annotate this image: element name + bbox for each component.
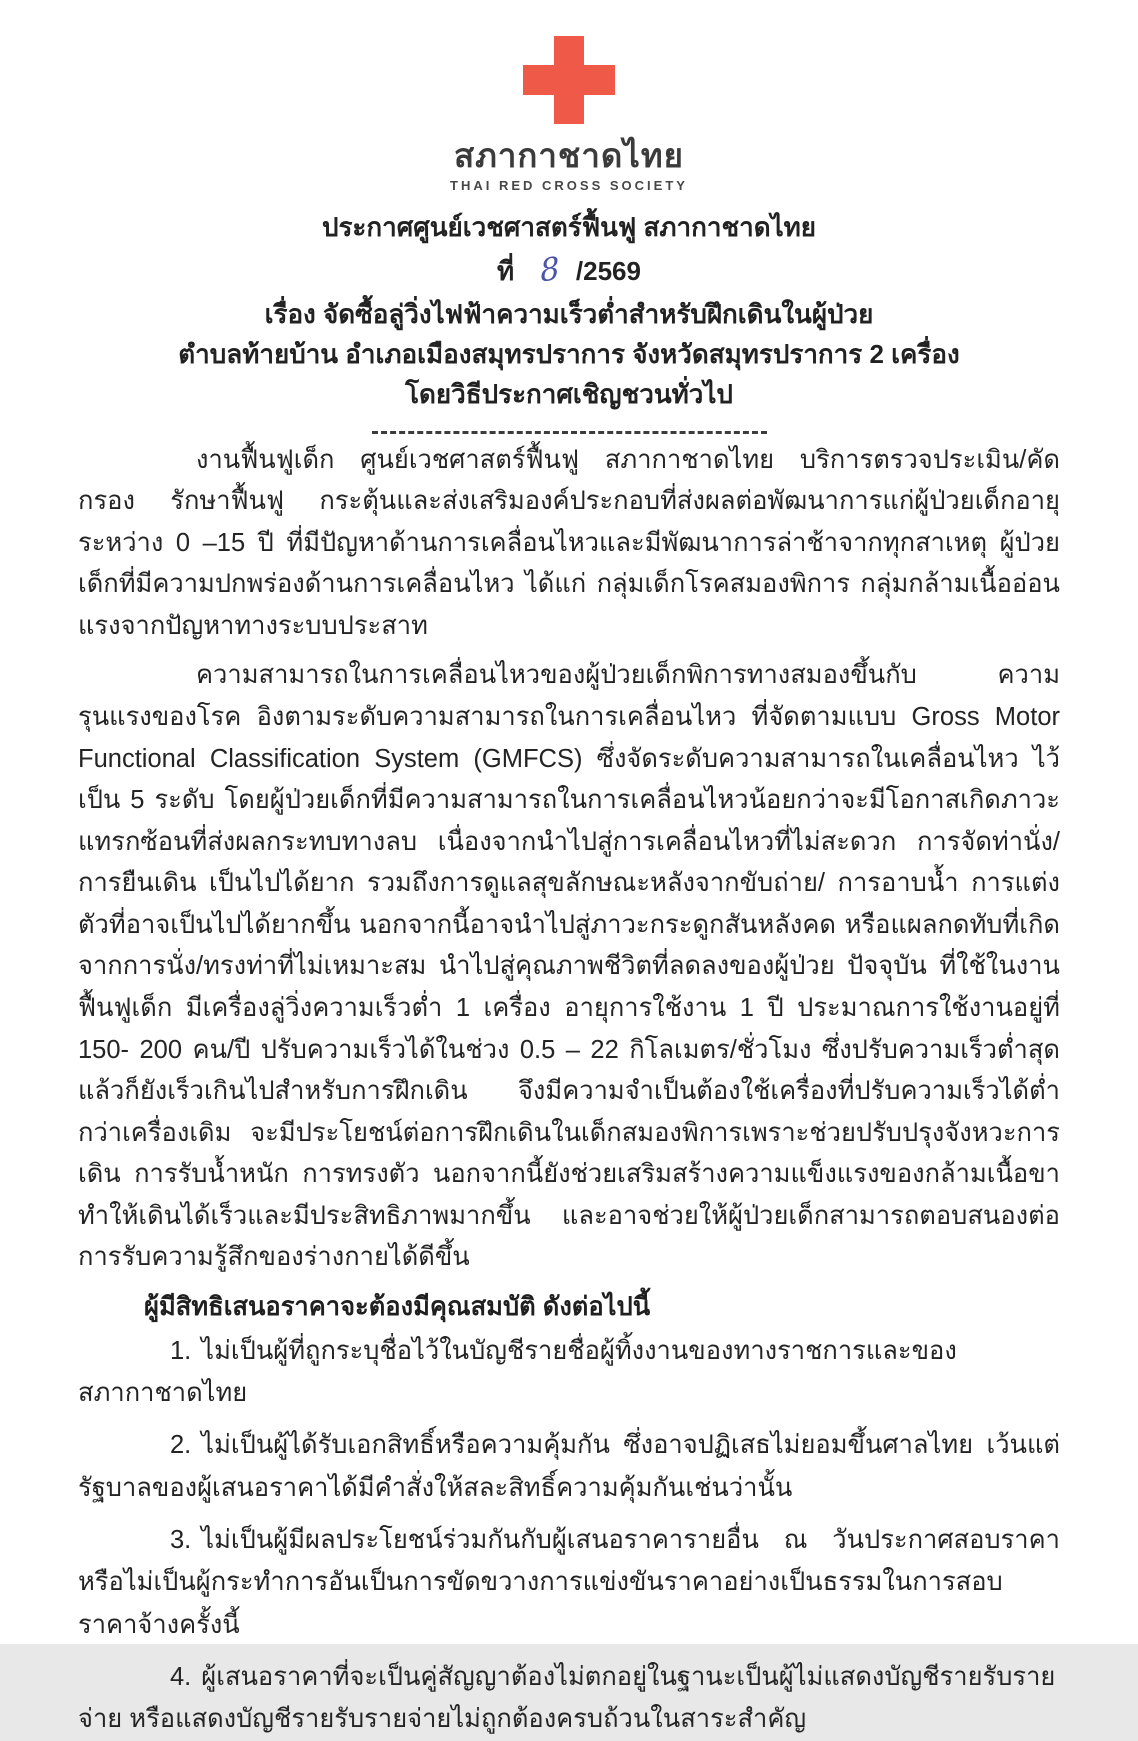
document-body: [78, 440, 1060, 1741]
doc-no-prefix: ที่: [497, 256, 515, 287]
item-text: ไม่เป็นผู้มีผลประโยชน์ร่วมกันกับผู้เสนอราคารายอื่น ณ วันประกาศสอบราคา หรือไม่เป็นผู้กระทำการอันเป็นการขัดขวางการแข่งขันราคาอย่างเป็นธรรมในการสอบราคาจ้างครั้งนี้: [78, 1525, 1060, 1639]
announcement-title: ประกาศศูนย์เวชศาสตร์ฟื้นฟู สภากาชาดไทย: [321, 211, 817, 242]
document-number-line: [78, 247, 1060, 294]
qualification-item-3: [78, 1519, 1060, 1646]
item-number: 3.: [170, 1525, 192, 1554]
item-text: ผู้เสนอราคาที่จะเป็นคู่สัญญาต้องไม่ตกอยู่ในฐานะเป็นผู้ไม่แสดงบัญชีรายรับรายจ่าย หรือแสดงบัญชีรายรับรายจ่ายไม่ถูกต้องครบถ้วนในสาระสำคัญ: [78, 1662, 1056, 1734]
body-paragraph-2: ความสามารถในการเคลื่อนไหวของผู้ป่วยเด็กพิการทางสมองขึ้นกับ ความรุนแรงของโรค อิงตามระดับความสามารถในการเคลื่อนไหว ที่จัดตามแบบ Gross Motor Functional Classification System (GMFCS) ซึ่งจัดระดับความสามารถในเคลื่อนไหว ไว้เป็น 5 ระดับ โดยผู้ป่วยเด็กที่มีความสามารถในการเคลื่อนไหวน้อยกว่าจะมีโอกาสเกิดภาวะแทรกซ้อนที่ส่งผลกระทบทางลบ เนื่องจากนำไปสู่การเคลื่อนไหวที่ไม่สะดวก การจัดท่านั่ง/ การยืนเดิน เป็นไปได้ยาก รวมถึงการดูแลสุขลักษณะหลังจากขับถ่าย/ การอาบน้ำ การแต่งตัวที่อาจเป็นไปได้ยากขึ้น นอกจากนี้อาจนำไปสู่ภาวะกระดูกสันหลังคด หรือแผลกดทับที่เกิดจากการนั่ง/ทรงท่าที่ไม่เหมาะสม นำไปสู่คุณภาพชีวิตที่ลดลงของผู้ป่วย ปัจจุบัน ที่ใช้ในงานฟื้นฟูเด็ก มีเครื่องลู่วิ่งความเร็วต่ำ 1 เครื่อง อายุการใช้งาน 1 ปี ประมาณการใช้งานอยู่ที่ 150- 200 คน/ปี ปรับความเร็วได้ในช่วง 0.5 – 22 กิโลเมตร/ชั่วโมง ซึ่งปรับความเร็วต่ำสุดแล้วก็ยังเร็วเกินไปสำหรับการฝึกเดิน จึงมีความจำเป็นต้องใช้เครื่องที่ปรับความเร็วได้ต่ำกว่าเครื่องเดิม จะมีประโยชน์ต่อการฝึกเดินในเด็กสมองพิการเพราะช่วยปรับปรุงจังหวะการเดิน การรับน้ำหนัก การทรงตัว นอกจากนี้ยังช่วยเสริมสร้างความแข็งแรงของกล้ามเนื้อขา ทำให้เดินได้เร็วและมีประสิทธิภาพมากขึ้น และอาจช่วยให้ผู้ป่วยเด็กสามารถตอบสนองต่อการรับความรู้สึกของร่างกายได้ดีขึ้น: [78, 661, 1060, 1272]
qualification-item-2: [78, 1424, 1060, 1509]
subject-line-2: ตำบลท้ายบ้าน อำเภอเมืองสมุทรปราการ จังหวัดสมุทรปราการ 2 เครื่อง: [178, 339, 960, 370]
doc-no-suffix: /2569: [575, 256, 641, 287]
item-text: ไม่เป็นผู้ได้รับเอกสิทธิ์หรือความคุ้มกัน ซึ่งอาจปฏิเสธไม่ยอมขึ้นศาลไทย เว้นแต่รัฐบาลของผู้เสนอราคาได้มีคำสั่งให้สละสิทธิ์ความคุ้มกันเช่นว่านั้น: [78, 1431, 1060, 1502]
org-name-thai: สภากาชาดไทย: [454, 137, 684, 174]
handwritten-doc-number: 8: [539, 250, 561, 291]
announcement-header: [78, 207, 1060, 415]
qualification-item-1: [78, 1330, 1060, 1415]
item-number: 4.: [170, 1662, 192, 1691]
logo-block: [78, 36, 1060, 193]
qualifications-heading: ผู้มีสิทธิเสนอราคาจะต้องมีคุณสมบัติ ดังต่อไปนี้: [144, 1292, 651, 1321]
org-name-english: THAI RED CROSS SOCIETY: [450, 177, 688, 193]
item-number: 2.: [170, 1431, 192, 1460]
subject-line-3: โดยวิธีประกาศเชิญชวนทั่วไป: [405, 379, 733, 410]
item-text: ไม่เป็นผู้ที่ถูกระบุชื่อไว้ในบัญชีรายชื่อผู้ทิ้งงานของทางราชการและของสภากาชาดไทย: [78, 1336, 957, 1407]
qualification-item-4: [78, 1656, 1060, 1741]
body-paragraph-1: งานฟื้นฟูเด็ก ศูนย์เวชศาสตร์ฟื้นฟู สภากาชาดไทย บริการตรวจประเมิน/คัดกรอง รักษาฟื้นฟู กระตุ้นและส่งเสริมองค์ประกอบที่ส่งผลต่อพัฒนาการแก่ผู้ป่วยเด็กอายุระหว่าง 0 –15 ปี ที่มีปัญหาด้านการเคลื่อนไหวและมีพัฒนาการล่าช้าจากทุกสาเหตุ ผู้ป่วยเด็กที่มีความปกพร่องด้านการเคลื่อนไหว ได้แก่ กลุ่มเด็กโรคสมองพิการ กลุ่มกล้ามเนื้ออ่อนแรงจากปัญหาทางระบบประสาท: [78, 445, 1060, 640]
subject-line-1: เรื่อง จัดซื้อลู่วิ่งไฟฟ้าความเร็วต่ำสำหรับฝึกเดินในผู้ป่วย: [264, 298, 874, 329]
red-cross-icon: [523, 36, 615, 124]
dashed-divider: [372, 431, 767, 434]
item-number: 1.: [170, 1336, 192, 1365]
